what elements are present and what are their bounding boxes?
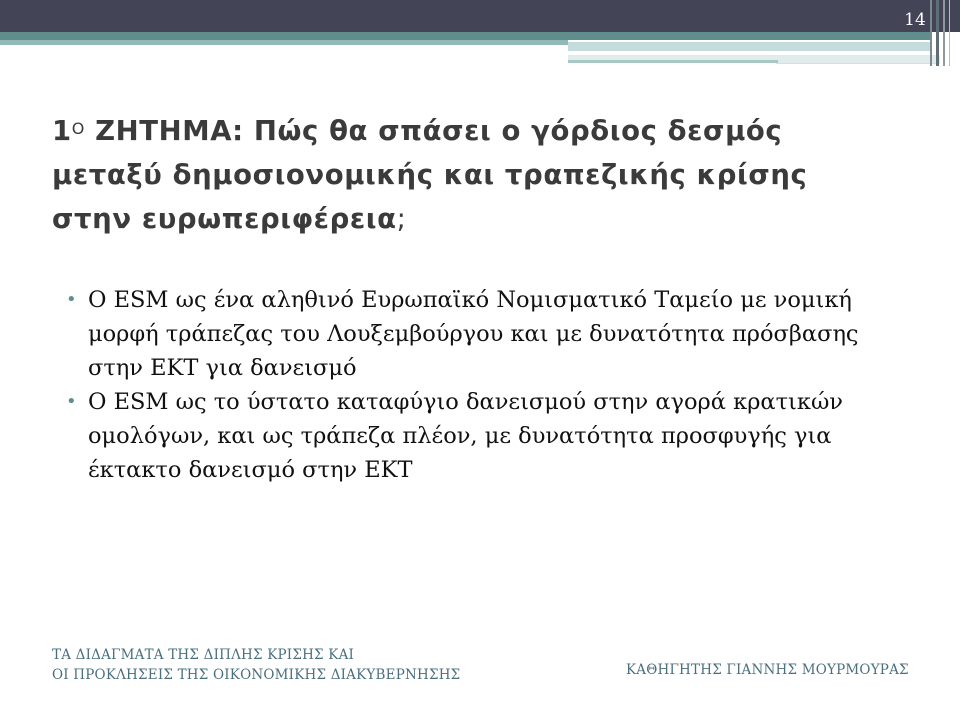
title-line2: μεταξύ δημοσιονομικής και τραπεζικής κρίσης — [52, 159, 808, 191]
slide-number: 14 — [904, 10, 926, 30]
header-stripe — [776, 63, 940, 64]
header-stripe — [0, 32, 930, 40]
header-stripe — [568, 51, 888, 53]
header-vertical-line — [943, 0, 945, 66]
title-question-mark: ; — [396, 203, 407, 235]
header-band — [0, 0, 960, 32]
bullet-item — [66, 283, 886, 385]
footer-author: ΚΑΘΗΓΗΤΗΣ ΓΙΑΝΝΗΣ ΜΟΥΡΜΟΥΡΑΣ — [626, 662, 909, 678]
bullet-item — [66, 385, 886, 487]
header-vertical-line — [936, 0, 939, 66]
bullet-text: Ο ESM ως το ύστατο καταφύγιο δανεισμού στην αγορά κρατικών ομολόγων, και ως τράπεζα πλέον, με δυνατότητα προσφυγής για έκτακτο δανεισμό στην ΕΚΤ — [88, 389, 843, 483]
footer-course-title — [52, 645, 460, 685]
header-stripe — [568, 60, 778, 63]
header-vertical-line — [930, 0, 932, 66]
footer-left-line1: ΤΑ ΔΙΔΑΓΜΑΤΑ ΤΗΣ ΔΙΠΛΗΣ ΚΡΙΣΗΣ ΚΑΙ — [52, 647, 355, 663]
header-stripe — [0, 40, 568, 45]
bullet-icon: • — [66, 391, 77, 412]
header-stripe — [568, 42, 930, 51]
title-line3: στην ευρωπεριφέρεια — [52, 203, 397, 235]
bullet-text: Ο ESM ως ένα αληθινό Ευρωπαϊκό Νομισματικό Ταμείο με νομική μορφή τράπεζας του Λουξεμβούργου και με δυνατότητα πρόσβασης στην ΕΚΤ για δανεισμό — [88, 287, 859, 381]
bullet-list — [66, 283, 886, 487]
title-line1: ΖΗΤΗΜΑ: Πώς θα σπάσει ο γόρδιος δεσμός — [84, 115, 783, 147]
bullet-icon: • — [66, 289, 77, 310]
footer-left-line2: ΟΙ ΠΡΟΚΛΗΣΕΙΣ ΤΗΣ ΟΙΚΟΝΟΜΙΚΗΣ ΔΙΑΚΥΒΕΡΝΗΣΗΣ — [52, 667, 461, 683]
slide-title — [52, 109, 902, 241]
title-superscript: Ο — [71, 119, 85, 138]
header-vertical-line — [949, 0, 950, 66]
title-number: 1 — [52, 115, 72, 147]
